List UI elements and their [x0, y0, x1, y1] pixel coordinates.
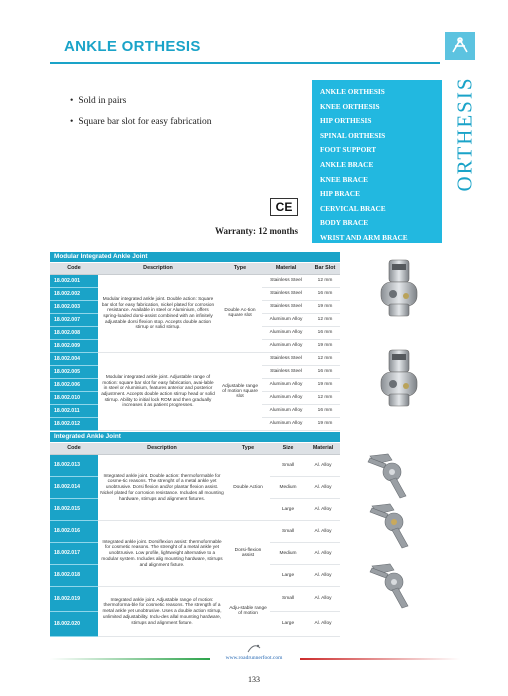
product-code: 18.002.008	[50, 326, 98, 339]
product-code: 18.002.013	[50, 454, 98, 476]
product-code: 18.002.020	[50, 611, 98, 636]
product-material: Al. Alloy	[306, 520, 340, 542]
col-header-type: Type	[218, 263, 262, 274]
product-bar-slot: 19 mm	[310, 378, 340, 391]
product-material: Al. Alloy	[306, 611, 340, 636]
product-description: Integrated ankle joint. Dorsiflexion assist: thermoformable for cosmetic reasons. The strenght of a metal ankle yet unobtrusive. Low profile, lightweight alternative to a modular system. Includes alig mounting hardware, stirrups and alignment fixture.	[98, 520, 226, 586]
nav-item-ankle-brace[interactable]: ANKLE BRACE	[320, 159, 374, 169]
product-bar-slot: 16 mm	[310, 326, 340, 339]
col-header-code: Code	[50, 263, 98, 274]
product-code: 18.002.003	[50, 300, 98, 313]
nav-item-body-brace[interactable]: BODY BRACE	[320, 218, 369, 228]
product-material: Stainless Steel	[262, 287, 310, 300]
footer-website-link[interactable]: www.roadrunnerfoot.com	[225, 655, 283, 661]
product-code: 18.002.016	[50, 520, 98, 542]
vertical-section-title	[450, 78, 480, 190]
bullet-item: • Square bar slot for easy fabrication	[70, 117, 212, 127]
nav-item-wrist-arm-brace[interactable]: WRIST AND ARM BRACE	[320, 232, 408, 242]
product-type: Adju-stable range of motion	[226, 586, 270, 636]
product-material: Aluminum Alloy	[262, 404, 310, 417]
product-type: Adjustable range of motion square slot	[218, 352, 262, 430]
page-title: ANKLE ORTHESIS	[64, 38, 201, 55]
modular-joint-table	[50, 263, 340, 431]
product-material: Aluminum Alloy	[262, 313, 310, 326]
product-bar-slot: 12 mm	[310, 352, 340, 365]
col-header-bar-slot: Bar Slot	[310, 263, 340, 274]
vertical-title-text: ORTHESIS	[452, 76, 477, 192]
title-rule	[50, 62, 440, 64]
col-header-material: Material	[262, 263, 310, 274]
product-code: 18.002.012	[50, 417, 98, 430]
product-size: Large	[270, 564, 306, 586]
table-row	[50, 274, 340, 287]
col-header-type: Type	[226, 443, 270, 454]
product-size: Medium	[270, 476, 306, 498]
col-header-description: Description	[98, 443, 226, 454]
product-code: 18.002.005	[50, 365, 98, 378]
product-code: 18.002.001	[50, 274, 98, 287]
product-bar-slot: 19 mm	[310, 417, 340, 430]
product-code: 18.002.009	[50, 339, 98, 352]
product-size: Small	[270, 454, 306, 476]
table1-title: Modular Integrated Ankle Joint	[50, 252, 340, 262]
product-material: Aluminum Alloy	[262, 378, 310, 391]
product-size: Large	[270, 611, 306, 636]
table-row	[50, 454, 340, 476]
product-code: 18.002.006	[50, 378, 98, 391]
product-size: Small	[270, 520, 306, 542]
integrated-joint-table	[50, 443, 340, 637]
product-code: 18.002.007	[50, 313, 98, 326]
product-material: Stainless Steel	[262, 274, 310, 287]
product-size: Small	[270, 586, 306, 611]
product-material: Al. Alloy	[306, 586, 340, 611]
product-material: Stainless Steel	[262, 352, 310, 365]
page-number: 133	[248, 675, 260, 684]
product-bar-slot: 19 mm	[310, 339, 340, 352]
product-material: Al. Alloy	[306, 542, 340, 564]
integrated-joint-dorsiflexion-photo	[362, 500, 432, 550]
product-bar-slot: 19 mm	[310, 300, 340, 313]
product-material: Al. Alloy	[306, 454, 340, 476]
modular-joint-aluminum-photo	[375, 348, 425, 410]
modular-joint-steel-photo	[375, 258, 425, 320]
nav-item-cervical-brace[interactable]: CERVICAL BRACE	[320, 203, 386, 213]
corner-logo-icon	[445, 32, 475, 60]
product-material: Al. Alloy	[306, 498, 340, 520]
product-material: Stainless Steel	[262, 300, 310, 313]
product-type: Double Action	[226, 454, 270, 520]
product-code: 18.002.014	[50, 476, 98, 498]
bullet-item: • Sold in pairs	[70, 96, 212, 106]
product-bar-slot: 12 mm	[310, 274, 340, 287]
product-code: 18.002.002	[50, 287, 98, 300]
nav-item-spinal-orthesis[interactable]: SPINAL ORTHESIS	[320, 130, 386, 140]
product-bar-slot: 16 mm	[310, 287, 340, 300]
nav-item-hip-orthesis[interactable]: HIP ORTHESIS	[320, 116, 372, 126]
product-description: Modular integrated ankle joint. Double action: Square bar slot for easy fabrication, nickel plated for corrosion resistance. Available in steel or Aluminium, offers spring-loaded dorsi-assist combined with an infinitely adjustable dorsi flexion stop. Accepts double action stirrup or solid stirrup.	[98, 274, 218, 352]
product-size: Large	[270, 498, 306, 520]
product-type: Dorsi-flexion assist	[226, 520, 270, 586]
nav-item-ankle-orthesis[interactable]: ANKLE ORTHESIS	[320, 87, 385, 96]
product-material: Aluminum Alloy	[262, 391, 310, 404]
product-code: 18.002.018	[50, 564, 98, 586]
feature-bullets	[70, 96, 212, 138]
product-code: 18.002.015	[50, 498, 98, 520]
product-code: 18.002.004	[50, 352, 98, 365]
product-code: 18.002.010	[50, 391, 98, 404]
nav-item-hip-brace[interactable]: HIP BRACE	[320, 189, 360, 199]
product-material: Al. Alloy	[306, 564, 340, 586]
product-material: Aluminum Alloy	[262, 326, 310, 339]
col-header-size: Size	[270, 443, 306, 454]
product-code: 18.002.019	[50, 586, 98, 611]
product-material: Stainless Steel	[262, 365, 310, 378]
nav-item-knee-orthesis[interactable]: KNEE ORTHESIS	[320, 101, 380, 111]
table-row	[50, 352, 340, 365]
nav-item-foot-support[interactable]: FOOT SUPPORT	[320, 145, 377, 155]
product-description: Modular integrated ankle joint. Adjustable range of motion: square bar slot for easy fabrication, avai-lable in steel or Aluminium, features anterior and posterior adjustment. Accepts double action stirrup head or solid stirrup. Ability to initial lock ROM and then gradually increases it as patient progresses.	[98, 352, 218, 430]
product-bar-slot: 12 mm	[310, 391, 340, 404]
warranty-text: Warranty: 12 months	[215, 226, 298, 236]
table-row	[50, 586, 340, 611]
roadrunner-logo-icon	[246, 642, 262, 654]
product-description: Integrated ankle joint. Double action: thermoformable for cosme-tic reasons. The strenght of a metal ankle yet unobtrusive. Dorsi flexion and/or plantar flexion assist. Nickel plated for corrosion resistance. Includes all mounting hardware, stirrups and alignment fixtures.	[98, 454, 226, 520]
col-header-code: Code	[50, 443, 98, 454]
product-material: Aluminum Alloy	[262, 417, 310, 430]
category-nav	[312, 80, 442, 243]
col-header-material: Material	[306, 443, 340, 454]
product-material: Aluminum Alloy	[262, 339, 310, 352]
product-size: Medium	[270, 542, 306, 564]
integrated-joint-double-action-photo	[362, 450, 432, 500]
product-bar-slot: 16 mm	[310, 365, 340, 378]
col-header-description: Description	[98, 263, 218, 274]
integrated-joint-adjustable-photo	[362, 560, 432, 610]
product-description: Integrated ankle joint. Adjustable range of motion: thermoforma-ble for cosmetic reasons. The strength of a metal ankle yet unobtrusive. Uses a double action stirrup, unlimited adjustability. Inclu-des allal mounting hardware, stirrups and alignment fixture.	[98, 586, 226, 636]
nav-item-knee-brace[interactable]: KNEE BRACE	[320, 174, 369, 184]
product-bar-slot: 16 mm	[310, 404, 340, 417]
product-code: 18.002.017	[50, 542, 98, 564]
product-bar-slot: 12 mm	[310, 313, 340, 326]
product-type: Double Ac-tion square slot	[218, 274, 262, 352]
ce-mark-icon: CE	[270, 198, 298, 216]
product-code: 18.002.011	[50, 404, 98, 417]
product-material: Al. Alloy	[306, 476, 340, 498]
table2-title: Integrated Ankle Joint	[50, 432, 340, 442]
table-row	[50, 520, 340, 542]
